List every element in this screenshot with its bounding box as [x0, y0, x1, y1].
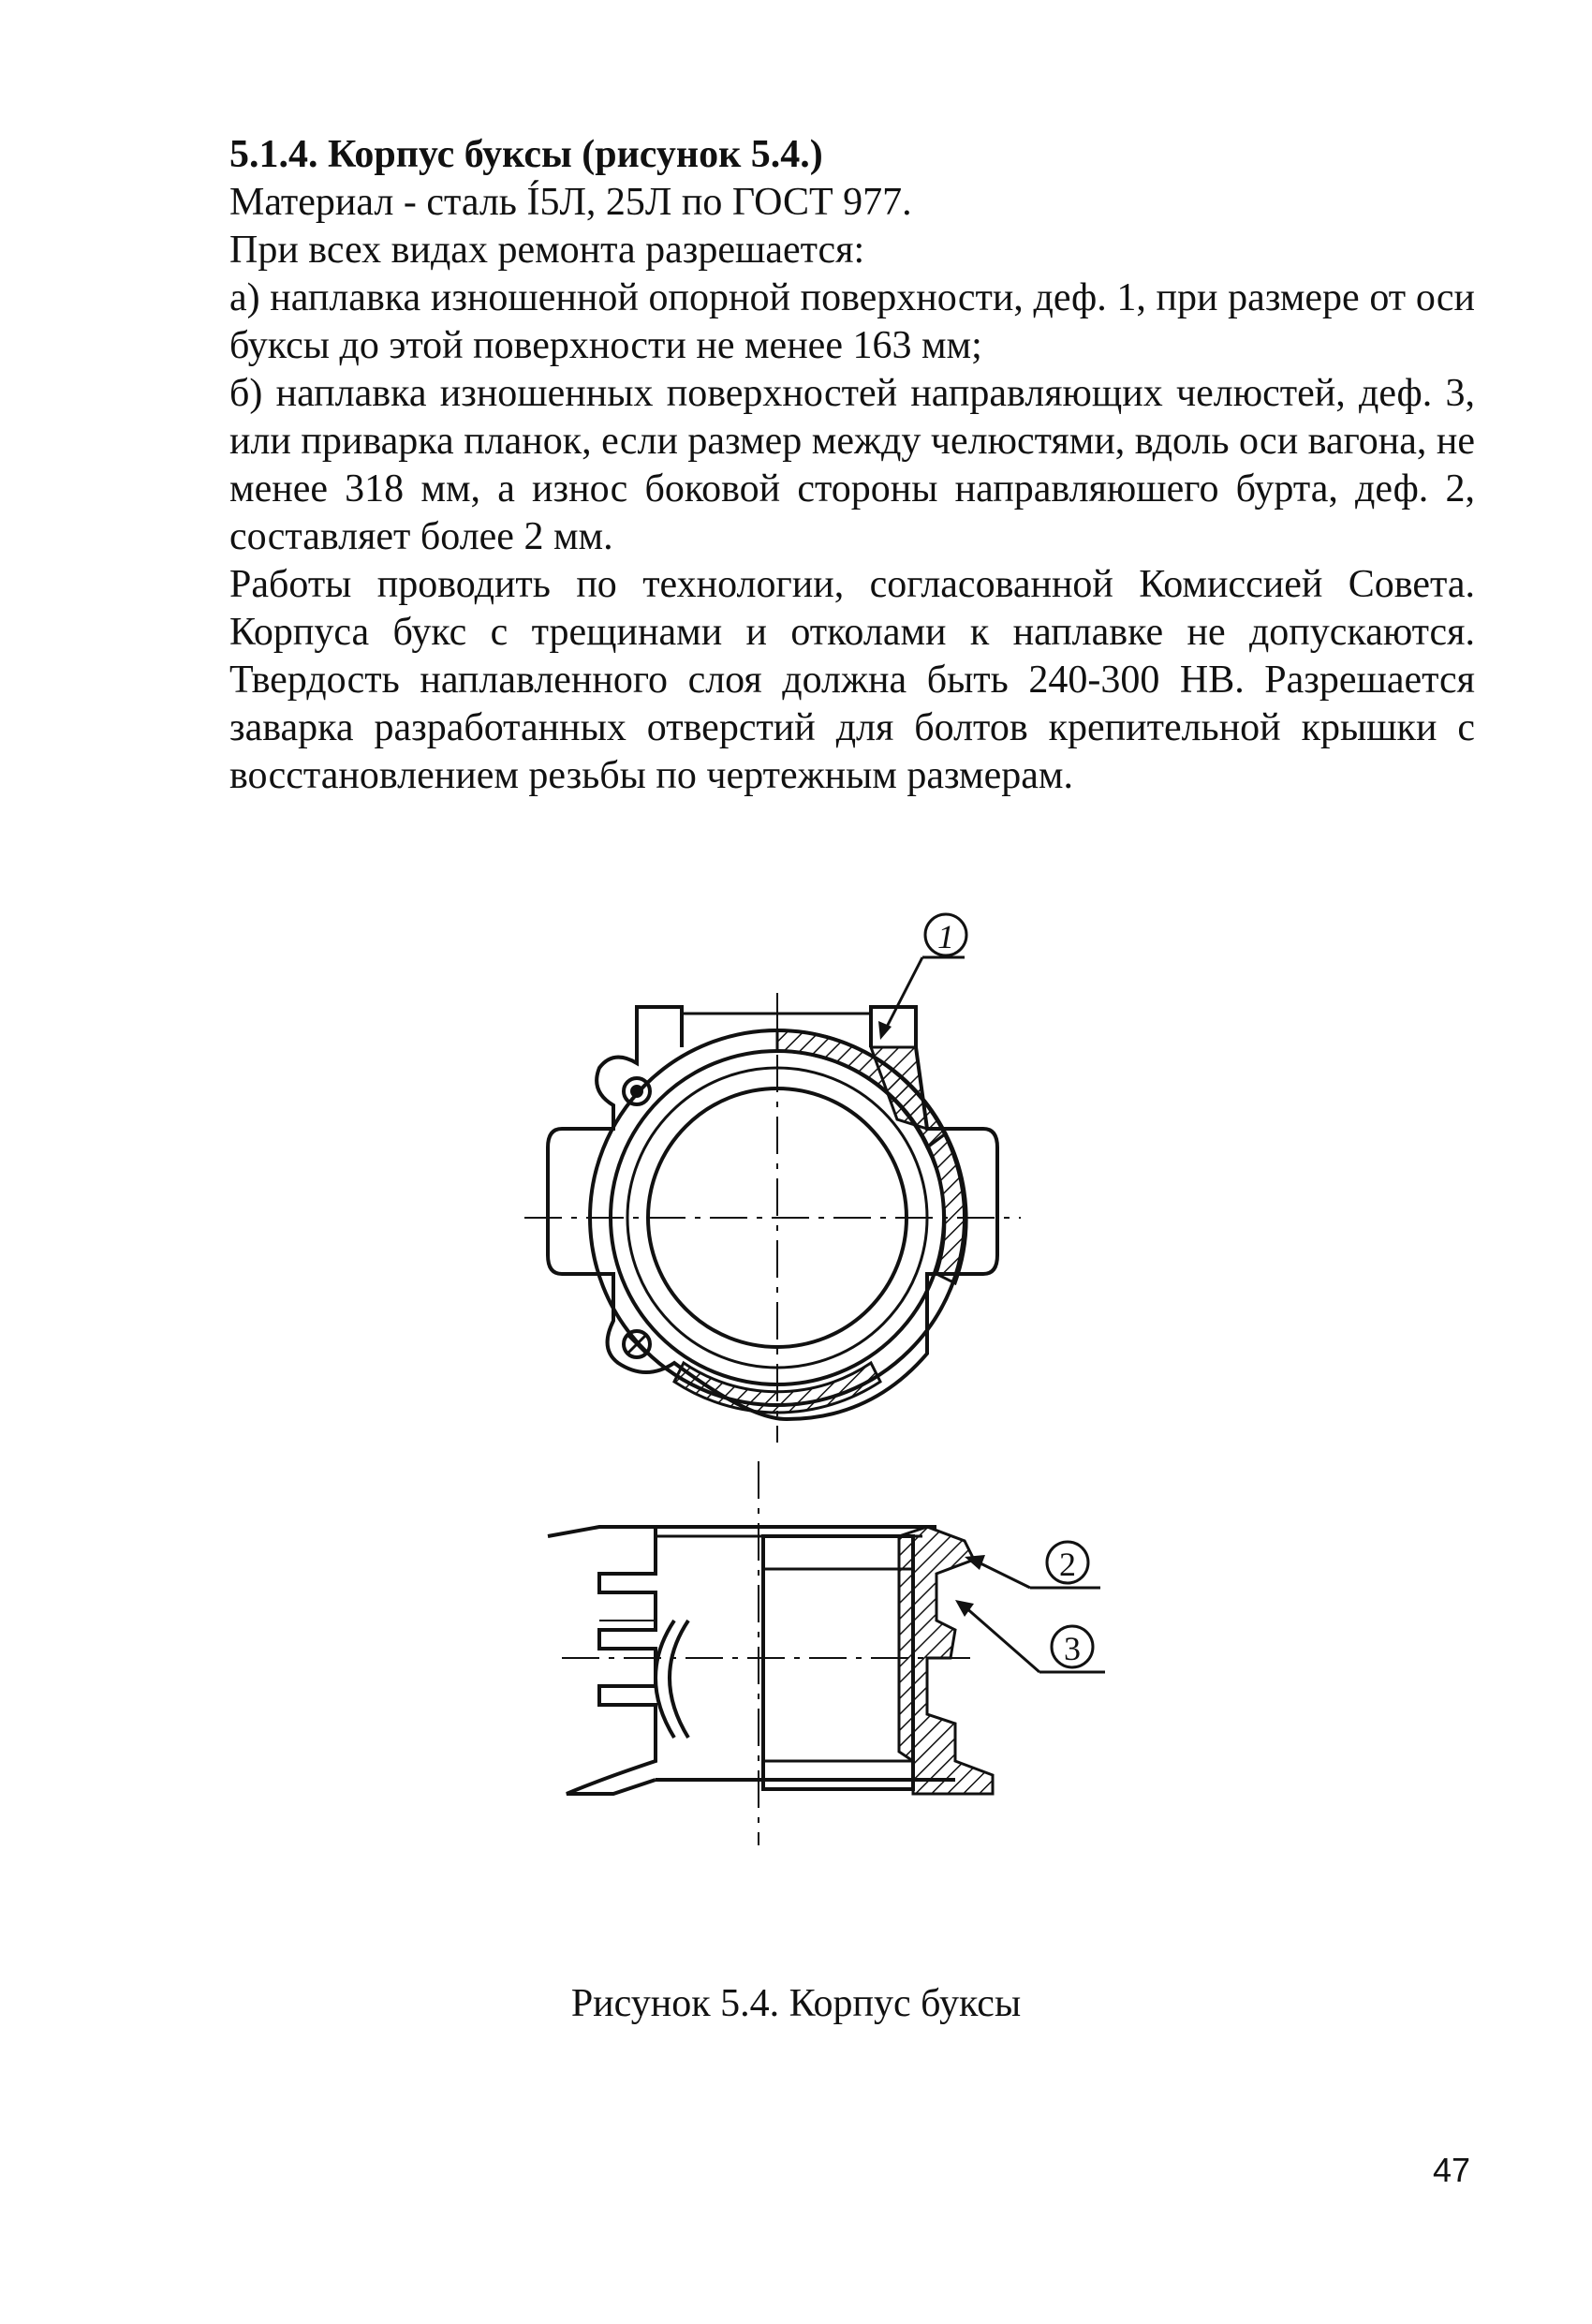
- page-number: 47: [1433, 2151, 1471, 2189]
- text-block: [229, 131, 1475, 800]
- figure-caption: Рисунок 5.4. Корпус буксы: [570, 1982, 1022, 2025]
- callout-3: [955, 1600, 1105, 1672]
- callout-1: [878, 914, 966, 1040]
- axle-box-drawing: [0, 881, 1592, 1948]
- figure-axle-box-housing: [0, 881, 1592, 1948]
- section-heading: 5.1.4. Корпус буксы (рисунок 5.4.): [229, 133, 823, 176]
- material-line: Материал - сталь Í5Л, 25Л по ГОСТ 977.: [229, 181, 912, 224]
- end-view: [524, 993, 1021, 1443]
- list-item-a: а) наплавка изношенной опорной поверхности, деф. 1, при размере от оси буксы до этой поверхности не менее 163 мм;: [229, 276, 1475, 367]
- body-paragraph: Работы проводить по технологии, согласованной Комиссией Совета. Корпуса букс с трещинами и отколами к наплавке не допускаются. Твердость наплавленного слоя должна быть 240-300 НВ. Разрешается заварка разработанных отверстий для болтов крепительной крышки с восстановлением резьбы по чертежным размерам.: [229, 563, 1475, 797]
- intro-line: При всех видах ремонта разрешается:: [229, 229, 865, 272]
- callout-1-label: 1: [937, 918, 954, 955]
- list-item-b: б) наплавка изношенных поверхностей направляющих челюстей, деф. 3, или приварка планок, если размер между челюстями, вдоль оси вагона, не менее 318 мм, а износ боковой стороны направляюшего бурта, деф. 2, составляет более 2 мм.: [229, 372, 1476, 558]
- callout-2-label: 2: [1059, 1546, 1076, 1583]
- side-section: [548, 1461, 993, 1845]
- callout-3-label: 3: [1064, 1630, 1081, 1667]
- callout-2: [965, 1542, 1100, 1588]
